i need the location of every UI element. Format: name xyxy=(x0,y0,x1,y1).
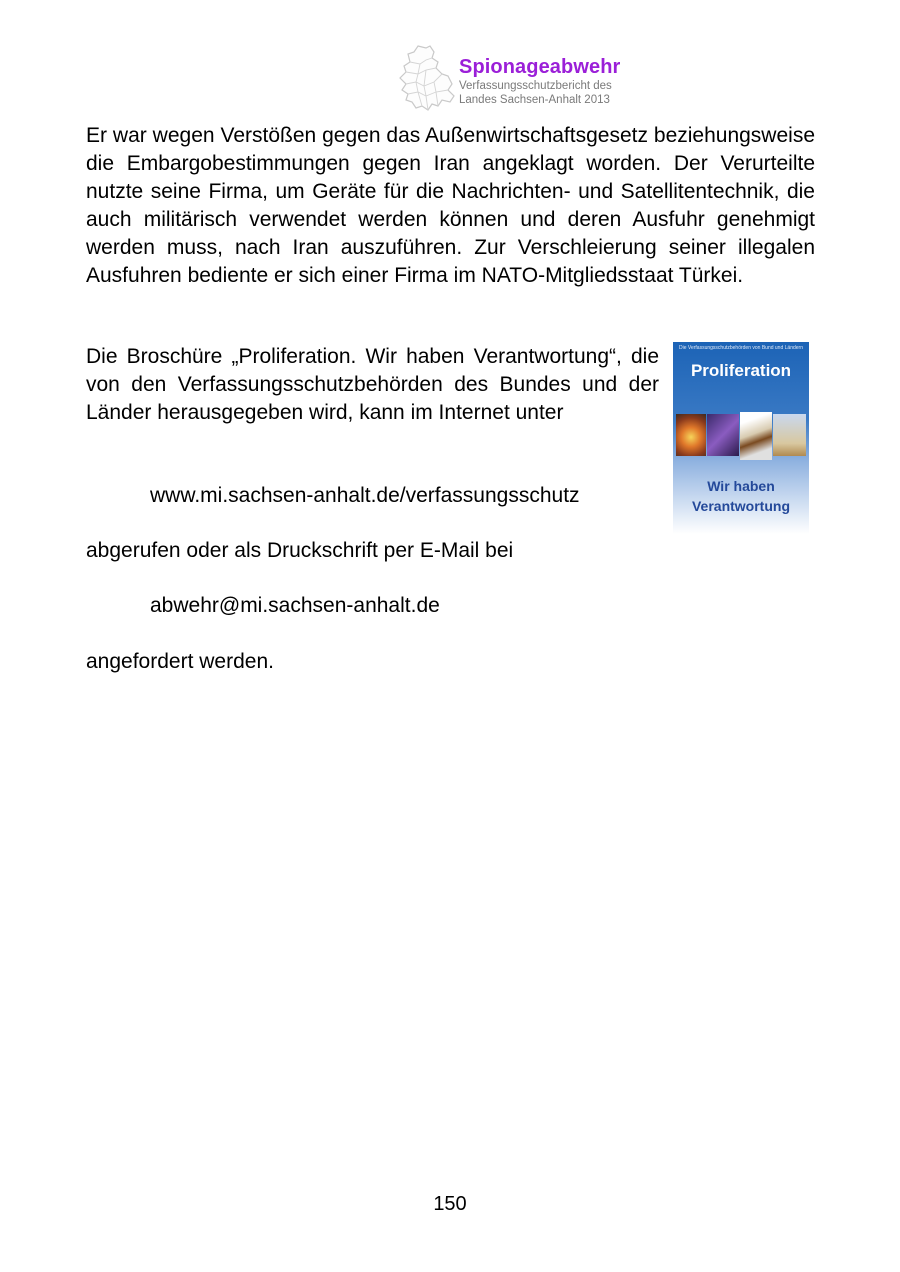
brochure-top-text: Die Verfassungsschutzbehörden von Bund und Ländern xyxy=(679,345,803,351)
page-header xyxy=(396,44,696,116)
brochure-subtitle-line1: Wir haben xyxy=(707,478,775,494)
figure-photo xyxy=(707,414,739,456)
contact-email-link[interactable]: abwehr@mi.sachsen-anhalt.de xyxy=(150,594,440,617)
header-subtitle-line1: Verfassungsschutzbericht des xyxy=(459,80,612,92)
rocket-photo xyxy=(773,414,806,456)
explosion-photo xyxy=(676,414,706,456)
saxony-anhalt-map-icon xyxy=(396,44,458,114)
brochure-cover-image xyxy=(673,342,809,534)
page-number: 150 xyxy=(433,1193,467,1215)
header-subtitle-line2: Landes Sachsen-Anhalt 2013 xyxy=(459,94,610,106)
header-title: Spionageabwehr xyxy=(459,56,621,78)
hand-photo xyxy=(740,412,772,460)
ministry-website-link[interactable]: www.mi.sachsen-anhalt.de/verfassungsschutz xyxy=(150,484,580,507)
brochure-title: Proliferation xyxy=(690,361,792,380)
paragraph-order-info: abgerufen oder als Druckschrift per E-Mail bei xyxy=(86,539,514,562)
paragraph-closing: angefordert werden. xyxy=(86,650,274,673)
brochure-subtitle-line2: Verantwortung xyxy=(691,498,790,514)
paragraph-brochure-intro: Die Broschüre „Proliferation. Wir haben Verantwortung“, die von den Verfassungsschutzbehörden des Bundes und der Länder herausgegeben wird, kann im Internet unter xyxy=(86,345,659,424)
paragraph-embargo-case: Er war wegen Verstößen gegen das Außenwirtschaftsgesetz beziehungsweise die Embargobestimmungen gegen Iran angeklagt worden. Der Verurteilte nutzte seine Firma, um Geräte für die Nachrichten- und Satellitentechnik, die auch militärisch verwendet werden können und deren Ausfuhr genehmigt werden muss, nach Iran auszuführen. Zur Verschleierung seiner illegalen Ausfuhren bediente er sich einer Firma im NATO-Mitgliedsstaat Türkei. xyxy=(86,124,815,287)
